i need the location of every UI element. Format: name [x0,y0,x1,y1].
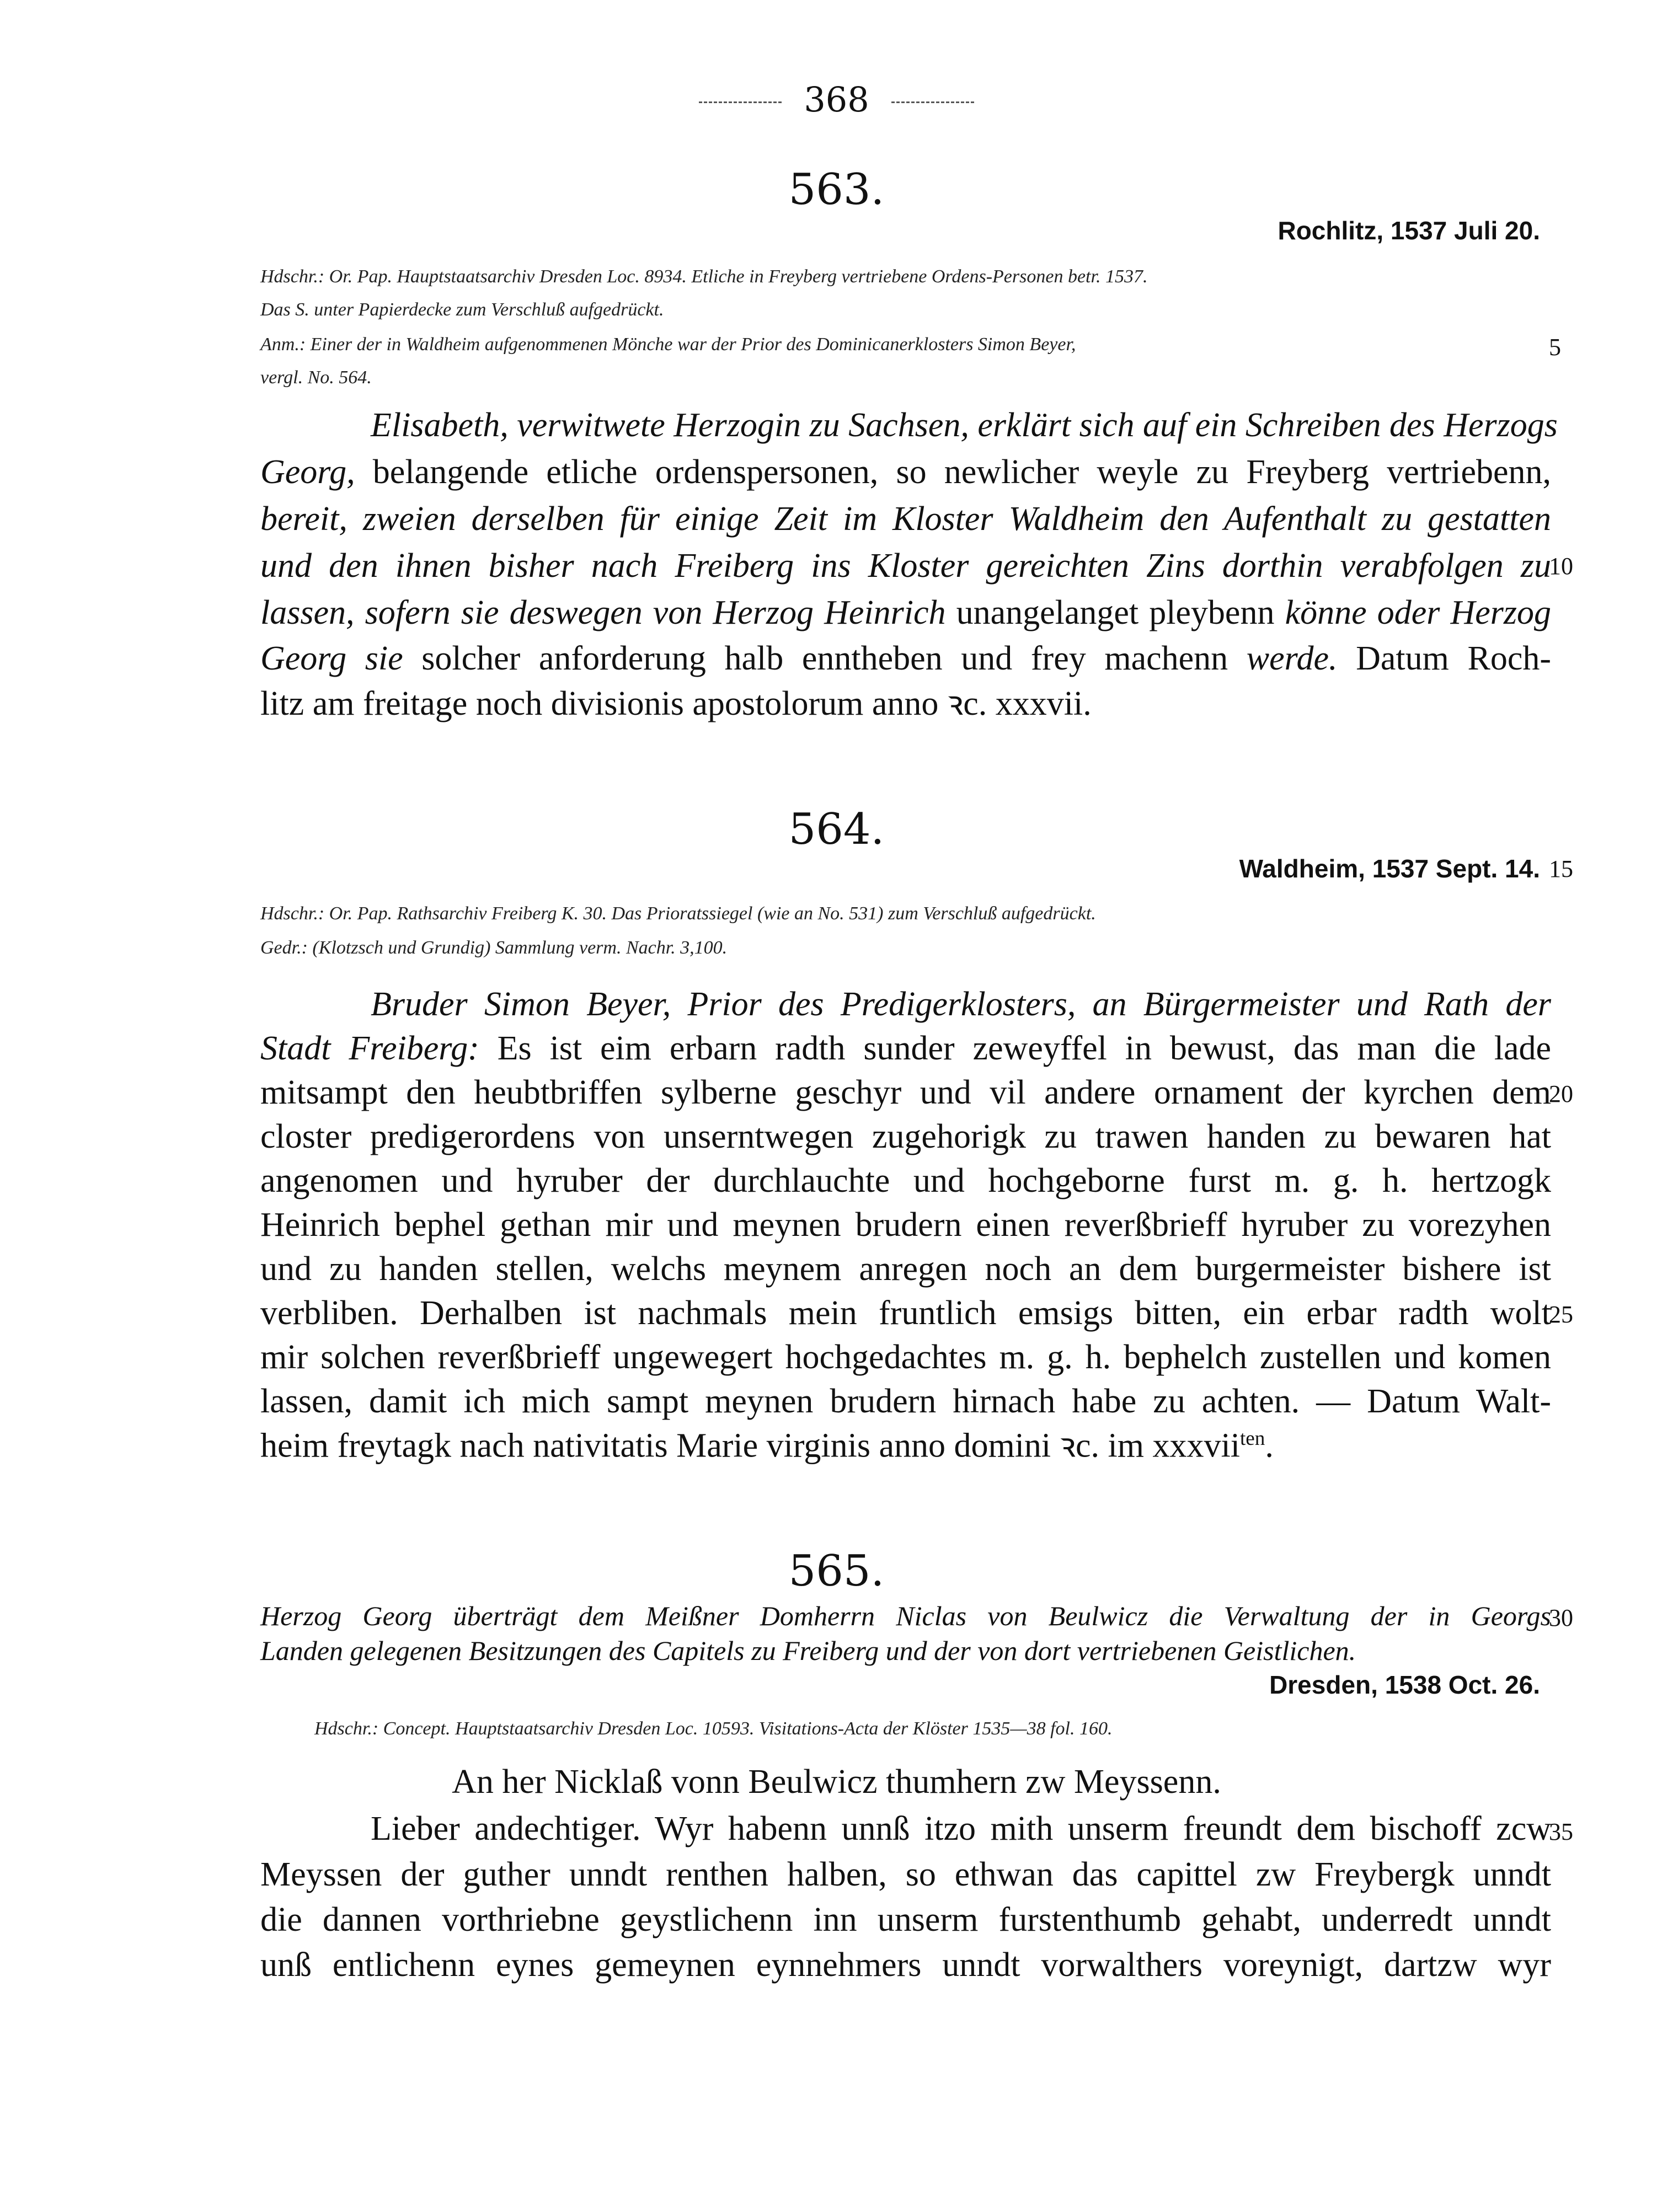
text-line-565-4: unß entlichenn eynes gemeynen eynnehmers unndt vorwalthers voreynigt, dartzw wyr [260,1946,1551,1984]
line-number-10: 10 [1549,553,1573,580]
text-line-565-1: Lieber andechtiger. Wyr habenn unnß itzo mith unserm freundt dem bischoff zcw [371,1810,1551,1847]
source-note-563-4: vergl. No. 564. [260,367,372,388]
text-line-563-1: Elisabeth, verwitwete Herzogin zu Sachsen, erklärt sich auf ein Schreiben des Herzogs [371,406,1558,444]
text-line-563-5: lassen, sofern sie deswegen von Herzog Heinrich unangelanget pleybenn könne oder Herzog [260,594,1551,631]
text-line-564-8: verbliben. Derhalben ist nachmals mein fruntlich emsigs bitten, ein erbar radth wolt [260,1294,1551,1332]
summary-565-2: Landen gelegenen Besitzungen des Capitels zu Freiberg und der von dort vertriebenen Geistlichen. [260,1635,1356,1666]
document-number-565: 565. [788,1546,885,1596]
line-number-20: 20 [1549,1080,1573,1107]
text-line-564-1: Bruder Simon Beyer, Prior des Predigerklosters, an Bürgermeister und Rath der [371,986,1551,1023]
text-line-564-10: lassen, damit ich mich sampt meynen brudern hirnach habe zu achten. — Datum Walt- [260,1383,1551,1420]
text-line-564-6: Heinrich bephel gethan mir und meynen brudern einen reverßbrieff hyruber zu vorezyhen [260,1206,1551,1244]
source-note-565-1: Hdschr.: Concept. Hauptstaatsarchiv Dresden Loc. 10593. Visitations-Acta der Klöster 1535—38 fol. 160. [314,1718,1113,1739]
place-date-565: Dresden, 1538 Oct. 26. [1269,1670,1540,1699]
text-line-564-2: Stadt Freiberg: Es ist eim erbarn radth sunder zeweyffel in bewust, das man die lade [260,1030,1551,1067]
text-line-563-7: litz am freitage noch divisionis apostolorum anno ꝛc. xxxvii. [260,685,1092,722]
source-note-563-1: Hdschr.: Or. Pap. Hauptstaatsarchiv Dresden Loc. 8934. Etliche in Freyberg vertriebene Ordens-Personen betr. 1537. [260,266,1148,287]
text-line-564-7: und zu handen stellen, welchs meynem anregen noch an dem burgermeister bishere ist [260,1250,1551,1288]
page-header [0,79,1673,120]
document-number-564: 564. [788,805,885,854]
text-line-565-2: Meyssen der guther unndt renthen halben, so ethwan das capittel zw Freybergk unndt [260,1856,1551,1893]
text-line-563-4: und den ihnen bisher nach Freiberg ins Kloster gereichten Zins dorthin verabfolgen zu [260,547,1551,585]
source-note-564-2: Gedr.: (Klotzsch und Grundig) Sammlung verm. Nachr. 3,100. [260,938,728,958]
source-note-563-2: Das S. unter Papierdecke zum Verschluß aufgedrückt. [260,299,664,320]
header-rule-left [699,101,782,103]
text-line-565-3: die dannen vorthriebne geystlichenn inn unserm furstenthumb gehabt, underredt unndt [260,1901,1551,1938]
text-line-563-2: Georg, belangende etliche ordenspersonen, so newlicher weyle zu Freyberg vertriebenn, [260,453,1551,491]
summary-565-1: Herzog Georg überträgt dem Meißner Domherrn Niclas von Beulwicz die Verwaltung der in Georgs [260,1600,1551,1631]
source-note-564-1: Hdschr.: Or. Pap. Rathsarchiv Freiberg K. 30. Das Prioratssiegel (wie an No. 531) zum Verschluß aufgedrückt. [260,903,1096,924]
document-number-563: 563. [788,165,885,215]
text-line-563-6: Georg sie solcher anforderung halb enntheben und frey machenn werde. Datum Roch- [260,640,1551,677]
line-number-35: 35 [1549,1818,1573,1845]
address-line-565: An her Nicklaß vonn Beulwicz thumhern zw Meyssenn. [452,1763,1221,1801]
source-note-563-3: Anm.: Einer der in Waldheim aufgenommenen Mönche war der Prior des Dominicanerklosters Simon Beyer, [260,334,1076,355]
text-line-564-9: mir solchen reverßbrieff ungewegert hochgedachtes m. g. h. bephelch zustellen und komen [260,1338,1551,1376]
text-line-564-4: closter predigerordens von unserntwegen zugehorigk zu trawen handen zu bewaren hat [260,1118,1551,1155]
line-number-25: 25 [1549,1301,1573,1328]
text-line-564-5: angenomen und hyruber der durchlauchte und hochgeborne furst m. g. h. hertzogk [260,1162,1551,1199]
place-date-564: Waldheim, 1537 Sept. 14. [1239,854,1540,883]
line-number-5: 5 [1549,334,1561,361]
text-line-564-3: mitsampt den heubtbriffen sylberne geschyr und vil andere ornament der kyrchen dem [260,1074,1551,1111]
page-number: 368 [804,79,869,120]
line-number-30: 30 [1549,1604,1573,1631]
place-date-563: Rochlitz, 1537 Juli 20. [1278,216,1540,245]
header-rule-right [891,101,974,103]
line-number-15: 15 [1549,855,1573,882]
text-line-564-11: heim freytagk nach nativitatis Marie virginis anno domini ꝛc. im xxxvii$^{ten}$. [260,1427,1274,1465]
text-line-563-3: bereit, zweien derselben für einige Zeit im Kloster Waldheim den Aufenthalt zu gestatten [260,500,1551,538]
